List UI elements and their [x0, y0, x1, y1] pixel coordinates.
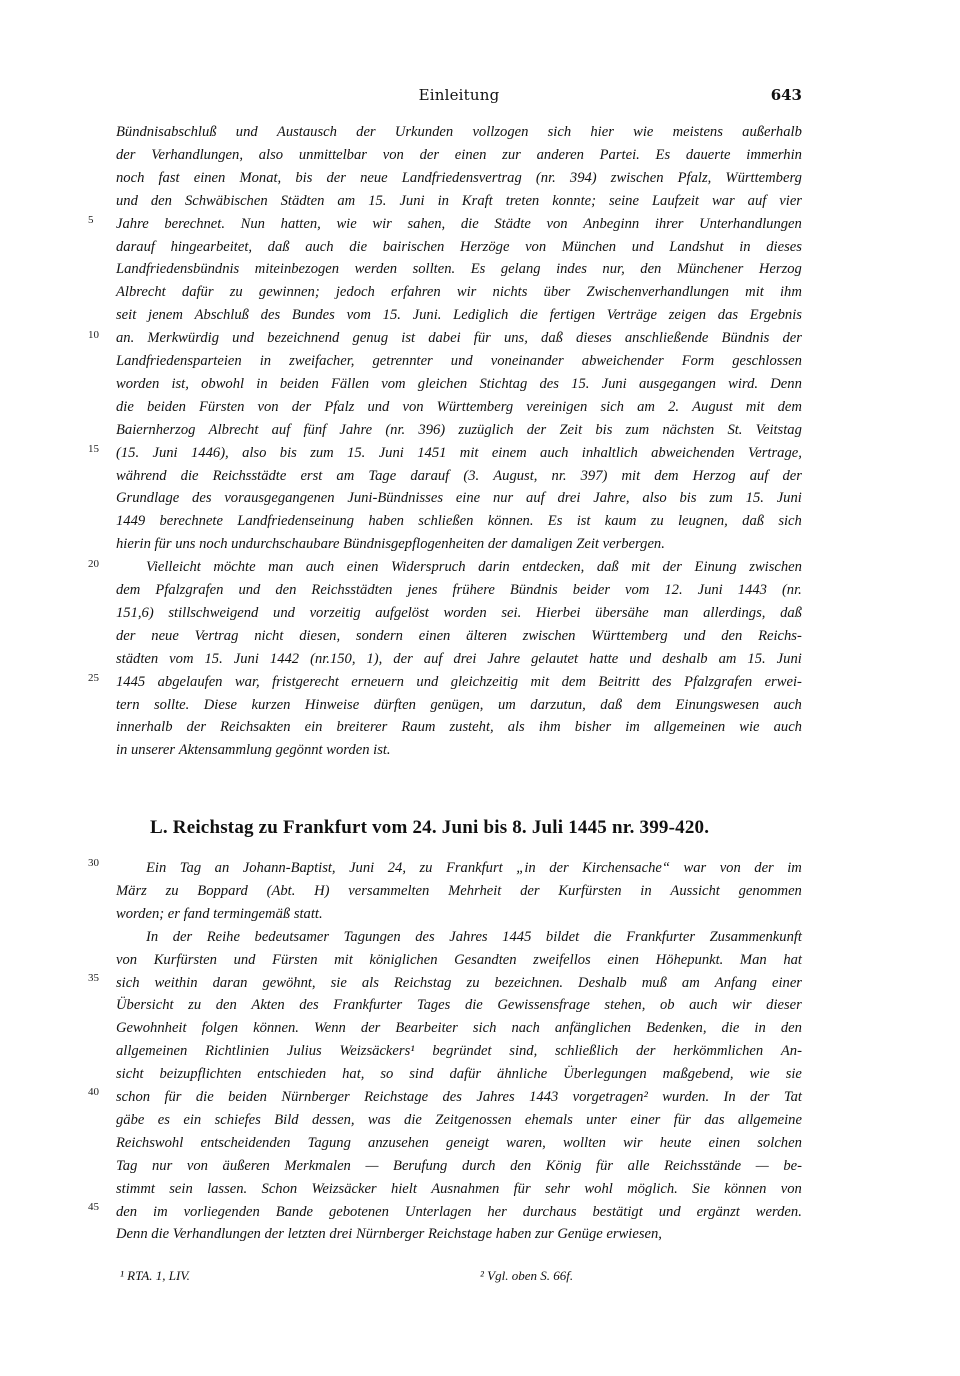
text-line: allgemeinen Richtlinien Julius Weizsäckers¹ begründet sind, schließlich der herkömmlichen An- — [116, 1043, 802, 1060]
text-line: von Kurfürsten und Fürsten mit königlichen Gesandten zweifellos einen Höhepunkt. Man hat — [116, 951, 802, 968]
line-number: 20 — [88, 558, 99, 570]
text-line: stimmt sein lassen. Schon Weizsäcker hielt Ausnahmen für sehr wohl möglich. Sie können von — [116, 1180, 802, 1197]
text-line: seit jenem Abschluß des Bundes vom 15. Juni. Lediglich die fertigen Verträge zeigen das Ergebnis — [116, 307, 802, 324]
text-line: In der Reihe bedeutsamer Tagungen des Jahres 1445 bildet die Frankfurter Zusammenkunft — [146, 928, 802, 945]
page-number: 643 — [770, 86, 802, 104]
text-line: Denn die Verhandlungen der letzten drei Nürnberger Reichstage haben zur Genüge erwiesen, — [116, 1226, 662, 1243]
text-line: Ein Tag an Johann-Baptist, Juni 24, zu Frankfurt „in der Kirchensache“ war von der im — [146, 860, 802, 876]
line-number: 5 — [88, 214, 94, 226]
text-line: an. Merkwürdig und bezeichnend genug ist dabei für uns, daß dieses anschließende Bündnis der — [116, 330, 802, 347]
text-line: Grundlage des vorausgegangenen Juni-Bündnisses eine nur auf drei Jahre, also bis zum 15. Juni — [116, 490, 802, 507]
text-line: gäbe es ein schiefes Bild dessen, was die Zeitgenossen ehemals unter einer für das allgemeine — [116, 1111, 802, 1128]
line-number: 30 — [88, 857, 99, 869]
footnote-2: ² Vgl. oben S. 66f. — [480, 1268, 574, 1283]
text-line: und den Schwäbischen Städten am 15. Juni in Kraft treten konnte; seine Laufzeit war auf vier — [116, 192, 802, 209]
text-line: (15. Juni 1446), also bis zum 15. Juni 1451 mit einem auch inhaltlich abweichenden Vertrage, — [116, 444, 802, 461]
text-line: Tag nur von äußeren Merkmalen — Berufung durch den König für alle Reichsstände — be- — [116, 1157, 802, 1174]
text-line: Reichswohl entscheidenden Tagung anzusehen geneigt waren, wollten wir heute einen solchen — [116, 1134, 802, 1151]
text-line: Albrecht dafür zu gewinnen; jedoch erfahren wir nichts über Zwischenverhandlungen mit ihm — [116, 284, 802, 301]
line-number: 15 — [88, 443, 99, 455]
text-line: der neue Vertrag nicht diesen, sondern einen älteren zwischen Württemberg und den Reichs- — [116, 627, 802, 644]
line-number: 35 — [88, 972, 99, 984]
text-line: darauf hingearbeitet, daß auch die bairischen Herzöge von München und Landshut in dieses — [116, 238, 802, 255]
line-number: 40 — [88, 1086, 99, 1098]
text-line: worden ist, obwohl in beiden Fällen vom gleichen Stichtag des 15. Juni ausgegangen wird. Denn — [116, 375, 802, 392]
text-line: der Verhandlungen, also unmittelbar von der einen zur anderen Partei. Es dauerte immerhin — [116, 146, 802, 163]
text-line: 1445 abgelaufen war, fristgerecht erneuern und gleichzeitig mit dem Beitritt des Pfalzgrafen erwei- — [116, 673, 802, 690]
line-number: 25 — [88, 672, 99, 684]
text-line: Baiernherzog Albrecht auf fünf Jahre (nr. 396) zuzüglich der Zeit bis zum nächsten St. Veitstag — [116, 421, 802, 438]
line-number: 45 — [88, 1201, 99, 1213]
text-line: während die Reichsstädte erst am Tage darauf (3. August, nr. 397) mit dem Herzog auf der — [116, 467, 802, 484]
text-line: März zu Boppard (Abt. H) versammelten Mehrheit der Kurfürsten in Aussicht genommen — [116, 882, 802, 899]
text-line: worden; er fand termingemäß statt. — [116, 905, 323, 922]
text-line: Landfriedensparteien in zweifacher, getrennter und voneinander abweichender Form geschlossen — [116, 353, 802, 369]
text-line: sich weithin daran gewöhnt, sie als Reichstag zu bezeichnen. Deshalb muß am Anfang einer — [116, 974, 802, 991]
text-line: Bündnisabschluß und Austausch der Urkunden vollzogen sich hier wie meistens außerhalb — [116, 124, 802, 140]
footnote-1: ¹ RTA. 1, LIV. — [120, 1268, 190, 1283]
text-line: noch fast einen Monat, bis der neue Landfriedensvertrag (nr. 394) zwischen Pfalz, Württemberg — [116, 169, 802, 186]
text-line: dem Pfalzgrafen und den Reichsstädten jenes frühere Bündnis beider vom 12. Juni 1443 (nr. — [116, 582, 802, 598]
text-line: städten vom 15. Juni 1442 (nr.150, 1), der auf drei Jahre gelautet hatte und deshalb am 15. Juni — [116, 650, 802, 667]
text-line: den im vorliegenden Bande gebotenen Unterlagen her durchaus bestätigt und ergänzt werden. — [116, 1203, 802, 1220]
text-line: Übersicht zu den Akten des Frankfurter Tages die Gewissensfrage stehen, ob auch wir dieser — [116, 997, 802, 1014]
running-title: Einleitung — [418, 86, 500, 104]
text-line: die beiden Fürsten von der Pfalz und von Württemberg vereinigen sich am 2. August mit dem — [116, 398, 802, 415]
text-line: innerhalb der Reichsakten ein breiterer Raum zusteht, als ihm bisher im allgemeinen wie auch — [116, 719, 802, 736]
text-line: Landfriedensbündnis miteinbezogen werden sollten. Es gelang indes nur, den Münchener Herzog — [116, 261, 802, 278]
running-header — [116, 86, 802, 108]
text-line: hierin für uns noch undurchschaubare Bündnisgepflogenheiten der damaligen Zeit verbergen. — [116, 536, 665, 553]
text-line: Jahre berechnet. Nun hatten, wie wir sahen, die Städte von Anbeginn ihrer Unterhandlungen — [116, 215, 802, 232]
text-line: in unserer Aktensammlung gegönnt worden ist. — [116, 742, 391, 759]
section-heading: L. Reichstag zu Frankfurt vom 24. Juni bis 8. Juli 1445 nr. 399-420. — [150, 817, 710, 838]
text-line: tern sollte. Diese kurzen Hinweise dürften genügen, um darzutun, daß dem Einungswesen auch — [116, 696, 802, 713]
text-line: 1449 berechnete Landfriedenseinung haben schließen können. Es ist kaum zu leugnen, daß sich — [116, 513, 802, 530]
line-number: 10 — [88, 329, 99, 341]
text-line: Vielleicht möchte man auch einen Widerspruch darin entdecken, daß mit der Einung zwischen — [146, 559, 802, 576]
text-line: schon für die beiden Nürnberger Reichstage des Jahres 1443 vorgetragen² wurden. In der Tat — [116, 1089, 802, 1105]
text-line: sicht beizupflichten entschieden hat, so sind dafür ähnliche Überlegungen maßgebend, wie sie — [116, 1066, 802, 1083]
text-line: Gewohnheit folgen können. Wenn der Bearbeiter sich nach anfänglichen Bedenken, die in den — [116, 1020, 802, 1037]
text-line: 151,6) stillschweigend und vorzeitig aufgelöst worden sei. Hierbei übersähe man allerdings, daß — [116, 604, 802, 621]
